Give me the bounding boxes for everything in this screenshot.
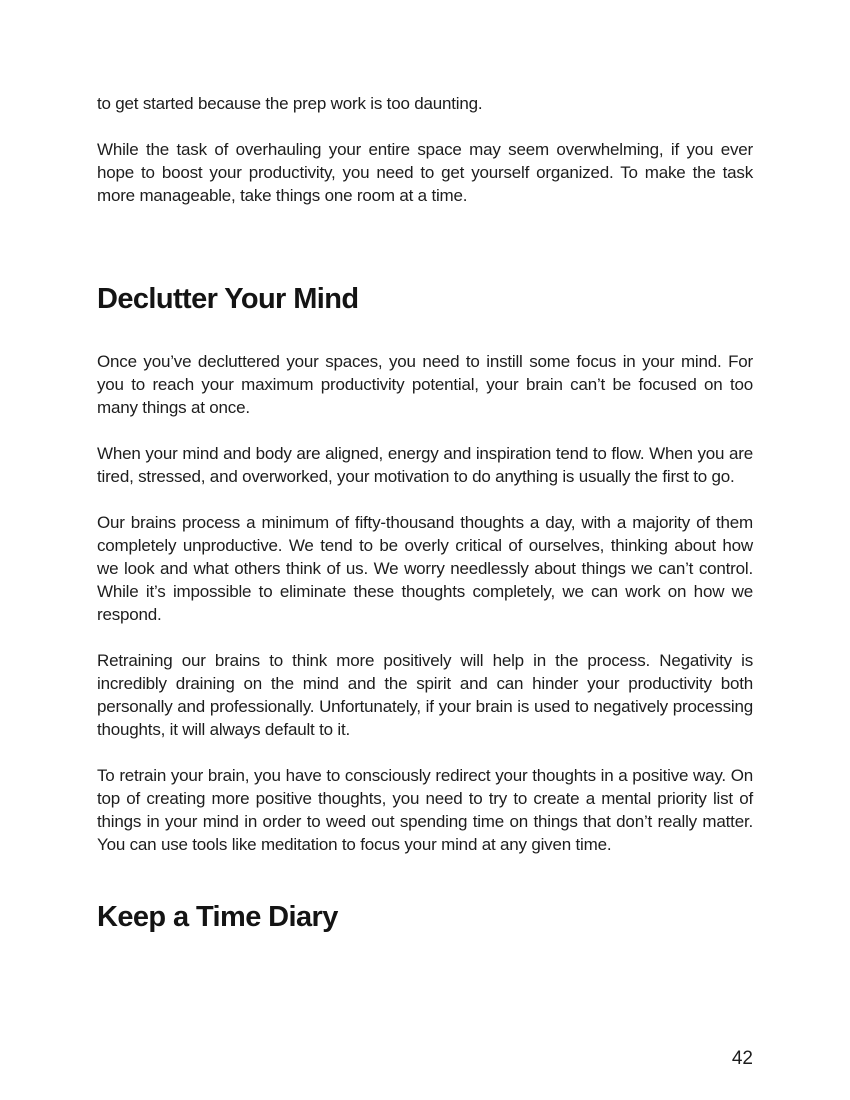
- section-heading-declutter-your-mind: Declutter Your Mind: [97, 283, 359, 315]
- page-number: 42: [731, 1048, 753, 1069]
- paragraph-fifty-thousand-thoughts: Our brains process a minimum of fifty-thousand thoughts a day, with a majority of them completely unproductive. We tend to be overly critical of ourselves, thinking about how we look and what others think of us. We worry needlessly about things we can’t control. While it’s impossible to eliminate these thoughts completely, we can work on how we respond.: [97, 513, 753, 624]
- section-heading-keep-a-time-diary: Keep a Time Diary: [97, 901, 338, 933]
- paragraph-mind-body-aligned: When your mind and body are aligned, energy and inspiration tend to flow. When you are tired, stressed, and overworked, your motivation to do anything is usually the first to go.: [97, 444, 753, 486]
- paragraph-instill-focus: Once you’ve decluttered your spaces, you need to instill some focus in your mind. For you to reach your maximum productivity potential, your brain can’t be focused on too many things at once.: [97, 352, 753, 417]
- paragraph-retraining-brains: Retraining our brains to think more positively will help in the process. Negativity is incredibly draining on the mind and the spirit and can hinder your productivity both personally and professionally. Unfortunately, if your brain is used to negatively processing thoughts, it will always default to it.: [97, 651, 753, 739]
- paragraph-continuation: to get started because the prep work is too daunting.: [97, 94, 483, 113]
- page-content: [97, 0, 753, 968]
- paragraph-redirect-thoughts: To retrain your brain, you have to consciously redirect your thoughts in a positive way. On top of creating more positive thoughts, you need to try to create a mental priority list of things in your mind in order to weed out spending time on things that don’t really matter. You can use tools like meditation to focus your mind at any given time.: [97, 766, 753, 854]
- paragraph-overhauling-space: While the task of overhauling your entire space may seem overwhelming, if you ever hope to boost your productivity, you need to get yourself organized. To make the task more manageable, take things one room at a time.: [97, 140, 753, 205]
